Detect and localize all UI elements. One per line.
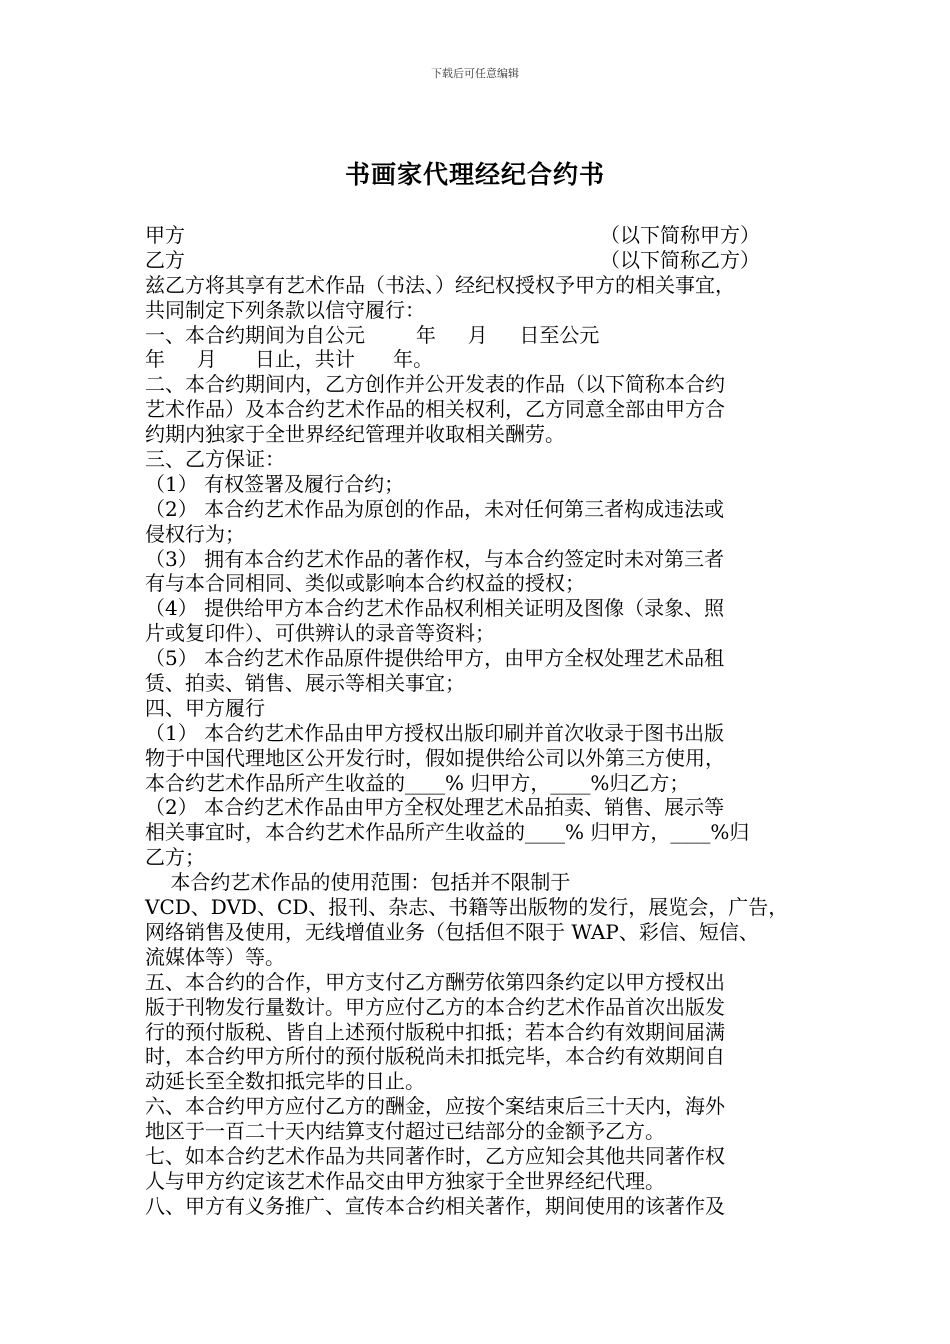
contract-line: 四、甲方履行 xyxy=(145,695,265,720)
contract-line: VCD、DVD、CD、报刊、杂志、书籍等出版物的发行，展览会，广告， xyxy=(145,895,789,920)
party-b-note: （以下简称乙方） xyxy=(600,247,760,272)
document-title: 书画家代理经纪合约书 xyxy=(344,160,605,189)
contract-line: 艺术作品）及本合约艺术作品的相关权利，乙方同意全部由甲方合 xyxy=(145,397,725,422)
contract-line: 有与本合同相同、类似或影响本合约权益的授权； xyxy=(145,571,585,596)
contract-line: （1） 本合约艺术作品由甲方授权出版印刷并首次收录于图书出版 xyxy=(145,720,725,745)
contract-line: 三、乙方保证： xyxy=(145,447,285,472)
contract-line: 动延长至全数扣抵完毕的日止。 xyxy=(145,1069,425,1094)
contract-line: 本合约艺术作品所产生收益的____% 归甲方，____%归乙方； xyxy=(145,770,690,795)
contract-line: 兹乙方将其享有艺术作品（书法、）经纪权授权予甲方的相关事宜， xyxy=(145,272,735,297)
contract-line: 时，本合约甲方所付的预付版税尚未扣抵完毕，本合约有效期间自 xyxy=(145,1044,725,1069)
party-b-line xyxy=(145,248,825,273)
header-note: 下载后可任意编辑 xyxy=(431,67,519,80)
contract-line: （1） 有权签署及履行合约； xyxy=(145,471,405,496)
contract-line: （2） 本合约艺术作品由甲方全权处理艺术品拍卖、销售、展示等 xyxy=(145,795,725,820)
contract-line: 相关事宜时，本合约艺术作品所产生收益的____% 归甲方，____%归 xyxy=(145,820,750,845)
contract-line: 网络销售及使用，无线增值业务（包括但不限于 WAP、彩信、短信、 xyxy=(145,919,759,944)
contract-line: 行的预付版税、皆自上述预付版税中扣抵；若本合约有效期间届满 xyxy=(145,1019,725,1044)
contract-line: 二、本合约期间内，乙方创作并公开发表的作品（以下简称本合约 xyxy=(145,372,725,397)
contract-line: 人与甲方约定该艺术作品交由甲方独家于全世界经纪代理。 xyxy=(145,1168,665,1193)
contract-line: （3） 拥有本合约艺术作品的著作权，与本合约签定时未对第三者 xyxy=(145,546,725,571)
contract-line: 版于刊物发行量数计。甲方应付乙方的本合约艺术作品首次出版发 xyxy=(145,994,725,1019)
contract-line: （5） 本合约艺术作品原件提供给甲方，由甲方全权处理艺术品租 xyxy=(145,646,725,671)
contract-line: 物于中国代理地区公开发行时，假如提供给公司以外第三方使用， xyxy=(145,745,725,770)
contract-line: 六、本合约甲方应付乙方的酬金，应按个案结束后三十天内，海外 xyxy=(145,1094,725,1119)
contract-line: 乙方； xyxy=(145,845,205,870)
party-a-note: （以下简称甲方） xyxy=(600,223,760,247)
contract-line: 年 月 日止，共计 年。 xyxy=(145,347,434,372)
contract-line: 共同制定下列条款以信守履行： xyxy=(145,297,425,322)
contract-line: （2） 本合约艺术作品为原创的作品，未对任何第三者构成违法或 xyxy=(145,496,725,521)
contract-line: 一、本合约期间为自公元 年 月 日至公元 xyxy=(145,322,600,347)
contract-line: 流媒体等）等。 xyxy=(145,944,285,969)
party-a-label: 甲方 xyxy=(145,223,185,247)
contract-line: 赁、拍卖、销售、展示等相关事宜； xyxy=(145,671,465,696)
contract-line: 约期内独家于全世界经纪管理并收取相关酬劳。 xyxy=(145,422,565,447)
contract-line: 侵权行为； xyxy=(145,521,245,546)
party-b-label: 乙方 xyxy=(145,247,185,272)
contract-body xyxy=(145,223,825,1219)
contract-line: 七、如本合约艺术作品为共同著作时，乙方应知会其他共同著作权 xyxy=(145,1143,725,1168)
party-a-line xyxy=(145,223,825,248)
contract-line: 地区于一百二十天内结算支付超过已结部分的金额予乙方。 xyxy=(145,1119,665,1144)
contract-line: 五、本合约的合作，甲方支付乙方酬劳依第四条约定以甲方授权出 xyxy=(145,969,725,994)
contract-line: 八、甲方有义务推广、宣传本合约相关著作，期间使用的该著作及 xyxy=(145,1193,725,1218)
contract-line: 本合约艺术作品的使用范围：包括并不限制于 xyxy=(145,870,571,895)
contract-line: （4） 提供给甲方本合约艺术作品权利相关证明及图像（录象、照 xyxy=(145,596,725,621)
contract-line: 片或复印件）、可供辨认的录音等资料； xyxy=(145,621,495,646)
